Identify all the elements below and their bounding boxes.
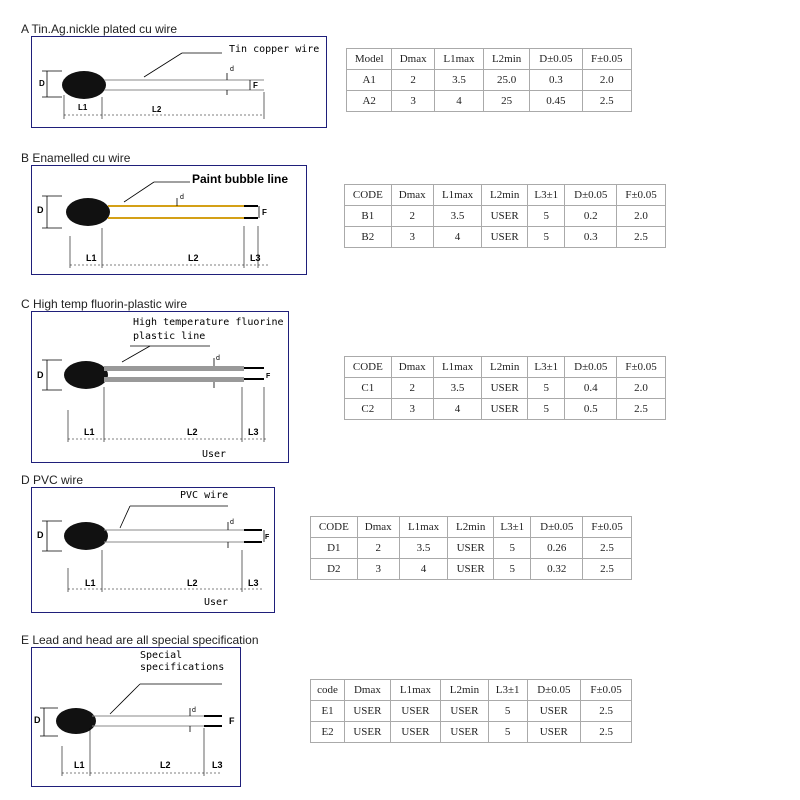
dim-L3: L3 — [248, 578, 259, 588]
header-cell: D±0.05 — [530, 49, 582, 70]
table-row — [311, 559, 632, 580]
table-row — [311, 538, 632, 559]
dim-L3: L3 — [248, 427, 259, 437]
table-cell: 4 — [433, 399, 482, 420]
table-cell: D1 — [311, 538, 358, 559]
dim-F: F — [229, 716, 235, 726]
table-header-row — [311, 680, 632, 701]
header-cell: L3±1 — [488, 680, 527, 701]
header-cell: F±0.05 — [582, 49, 631, 70]
dim-L2: L2 — [187, 427, 198, 437]
header-cell: L1max — [433, 185, 482, 206]
header-cell: L1max — [399, 517, 448, 538]
table-cell: 5 — [528, 399, 565, 420]
table-cell: USER — [482, 378, 528, 399]
section-e-diagram — [31, 647, 241, 787]
header-cell: L2min — [482, 357, 528, 378]
section-c-title: C High temp fluorin-plastic wire — [21, 297, 188, 311]
table-cell: 2.5 — [582, 91, 631, 112]
header-cell: Model — [347, 49, 392, 70]
dim-L3: L3 — [212, 760, 223, 770]
header-cell: Dmax — [391, 357, 433, 378]
table-cell: USER — [390, 701, 440, 722]
table-cell: 3.5 — [399, 538, 448, 559]
table-cell: USER — [448, 538, 494, 559]
table-row — [345, 206, 666, 227]
table-header-row — [345, 185, 666, 206]
wire-caption: Paint bubble line — [192, 172, 289, 186]
table-cell: 2.0 — [582, 70, 631, 91]
table-cell: USER — [441, 701, 489, 722]
section-e-title: E Lead and head are all special specification — [21, 633, 259, 647]
dim-L1: L1 — [78, 103, 88, 112]
table-cell: 25 — [483, 91, 529, 112]
header-cell: L1max — [434, 49, 483, 70]
table-cell: 5 — [488, 722, 527, 743]
dim-L1: L1 — [74, 760, 85, 770]
table-cell: 5 — [528, 378, 565, 399]
dim-F: F — [266, 373, 271, 380]
table-cell: B1 — [345, 206, 392, 227]
table-cell: A1 — [347, 70, 392, 91]
table-cell: C1 — [345, 378, 392, 399]
table-row — [347, 70, 632, 91]
dim-D: D — [34, 715, 41, 725]
table-cell: USER — [441, 722, 489, 743]
dim-d: d — [216, 355, 220, 362]
header-cell: L2min — [483, 49, 529, 70]
table-cell: USER — [345, 701, 391, 722]
table-cell: 4 — [434, 91, 483, 112]
table-cell: USER — [482, 399, 528, 420]
table-cell: 5 — [494, 559, 531, 580]
table-row — [345, 399, 666, 420]
table-cell: USER — [527, 722, 581, 743]
header-cell: CODE — [345, 185, 392, 206]
dim-D: D — [37, 370, 44, 380]
dim-L1: L1 — [84, 427, 95, 437]
spec-table-e — [310, 679, 632, 743]
table-cell: USER — [482, 206, 528, 227]
table-header-row — [311, 517, 632, 538]
spec-table-d — [310, 516, 632, 580]
table-cell: 5 — [494, 538, 531, 559]
table-header-row — [347, 49, 632, 70]
dim-d: d — [230, 66, 234, 73]
table-cell: 3 — [391, 227, 433, 248]
header-cell: Dmax — [392, 49, 435, 70]
table-cell: 3 — [392, 91, 435, 112]
header-cell: F±0.05 — [617, 185, 666, 206]
header-cell: L2min — [448, 517, 494, 538]
dim-d: d — [230, 519, 234, 526]
spec-table-b — [344, 184, 666, 248]
table-cell: 2.5 — [583, 538, 632, 559]
dim-F: F — [265, 534, 270, 541]
table-cell: 0.3 — [530, 70, 582, 91]
section-c-diagram — [31, 311, 289, 463]
dim-L1: L1 — [86, 253, 97, 263]
section-d-title: D PVC wire — [21, 473, 84, 487]
header-cell: D±0.05 — [531, 517, 583, 538]
header-cell: CODE — [311, 517, 358, 538]
header-cell: F±0.05 — [617, 357, 666, 378]
header-cell: L1max — [390, 680, 440, 701]
table-cell: 2.5 — [581, 701, 632, 722]
header-cell: L3±1 — [528, 185, 565, 206]
table-cell: 4 — [399, 559, 448, 580]
dim-L2: L2 — [188, 253, 199, 263]
table-cell: E1 — [311, 701, 345, 722]
table-row — [311, 701, 632, 722]
dim-D: D — [37, 530, 44, 540]
table-cell: E2 — [311, 722, 345, 743]
table-cell: 2 — [357, 538, 399, 559]
dim-F: F — [253, 81, 258, 90]
section-a-title: A Tin.Ag.nickle plated cu wire — [21, 22, 178, 36]
table-cell: 25.0 — [483, 70, 529, 91]
section-a-diagram — [31, 36, 327, 128]
table-cell: 2.0 — [617, 206, 666, 227]
header-cell: code — [311, 680, 345, 701]
section-b-diagram — [31, 165, 307, 275]
wire-caption-line2: plastic line — [133, 331, 206, 342]
table-cell: 2 — [392, 70, 435, 91]
dim-F: F — [262, 208, 267, 217]
table-cell: 0.26 — [531, 538, 583, 559]
header-cell: L2min — [441, 680, 489, 701]
header-cell: D±0.05 — [527, 680, 581, 701]
table-cell: 3.5 — [433, 206, 482, 227]
table-cell: 0.32 — [531, 559, 583, 580]
dim-L1: L1 — [85, 578, 96, 588]
table-cell: D2 — [311, 559, 358, 580]
table-cell: 5 — [528, 227, 565, 248]
table-cell: B2 — [345, 227, 392, 248]
header-cell: F±0.05 — [581, 680, 632, 701]
table-row — [311, 722, 632, 743]
table-cell: 3 — [357, 559, 399, 580]
header-cell: D±0.05 — [565, 357, 617, 378]
table-cell: C2 — [345, 399, 392, 420]
table-cell: USER — [390, 722, 440, 743]
dim-D: D — [37, 205, 44, 215]
spec-table-c — [344, 356, 666, 420]
dim-L2: L2 — [160, 760, 171, 770]
table-cell: 5 — [528, 206, 565, 227]
section-d-diagram — [31, 487, 275, 613]
header-cell: CODE — [345, 357, 392, 378]
dim-D: D — [39, 79, 45, 88]
dim-L2: L2 — [187, 578, 198, 588]
table-cell: USER — [345, 722, 391, 743]
table-cell: USER — [527, 701, 581, 722]
wire-caption-line1: High temperature fluorine — [133, 317, 284, 328]
table-cell: USER — [448, 559, 494, 580]
user-label: User — [204, 597, 229, 608]
wire-caption-line1: Special — [140, 650, 183, 661]
header-cell: L3±1 — [494, 517, 531, 538]
header-cell: D±0.05 — [565, 185, 617, 206]
user-label: User — [202, 449, 227, 460]
table-row — [347, 91, 632, 112]
table-cell: 5 — [488, 701, 527, 722]
table-cell: 2.0 — [617, 378, 666, 399]
thermistor-d-drawing — [32, 488, 274, 612]
table-cell: 0.2 — [565, 206, 617, 227]
table-row — [345, 378, 666, 399]
table-cell: 3.5 — [434, 70, 483, 91]
section-b-title: B Enamelled cu wire — [21, 151, 131, 165]
spec-table-a — [346, 48, 632, 112]
table-cell: 2.5 — [581, 722, 632, 743]
wire-caption: Tin copper wire — [229, 44, 320, 55]
header-cell: Dmax — [391, 185, 433, 206]
table-header-row — [345, 357, 666, 378]
header-cell: F±0.05 — [583, 517, 632, 538]
dim-d: d — [180, 194, 184, 201]
table-cell: 2 — [391, 378, 433, 399]
dim-L2: L2 — [152, 105, 162, 114]
header-cell: Dmax — [357, 517, 399, 538]
table-cell: 2.5 — [617, 227, 666, 248]
wire-caption-line2: specifications — [140, 662, 225, 673]
table-cell: 0.5 — [565, 399, 617, 420]
header-cell: L2min — [482, 185, 528, 206]
table-cell: 0.3 — [565, 227, 617, 248]
header-cell: L1max — [433, 357, 482, 378]
table-cell: 2 — [391, 206, 433, 227]
dim-L3: L3 — [250, 253, 261, 263]
table-cell: 0.4 — [565, 378, 617, 399]
header-cell: Dmax — [345, 680, 391, 701]
table-cell: 3 — [391, 399, 433, 420]
table-cell: 3.5 — [433, 378, 482, 399]
header-cell: L3±1 — [528, 357, 565, 378]
table-cell: 2.5 — [617, 399, 666, 420]
table-cell: 2.5 — [583, 559, 632, 580]
wire-caption: PVC wire — [180, 490, 229, 501]
table-cell: 0.45 — [530, 91, 582, 112]
table-cell: USER — [482, 227, 528, 248]
table-row — [345, 227, 666, 248]
table-cell: A2 — [347, 91, 392, 112]
table-cell: 4 — [433, 227, 482, 248]
dim-d: d — [192, 707, 196, 714]
